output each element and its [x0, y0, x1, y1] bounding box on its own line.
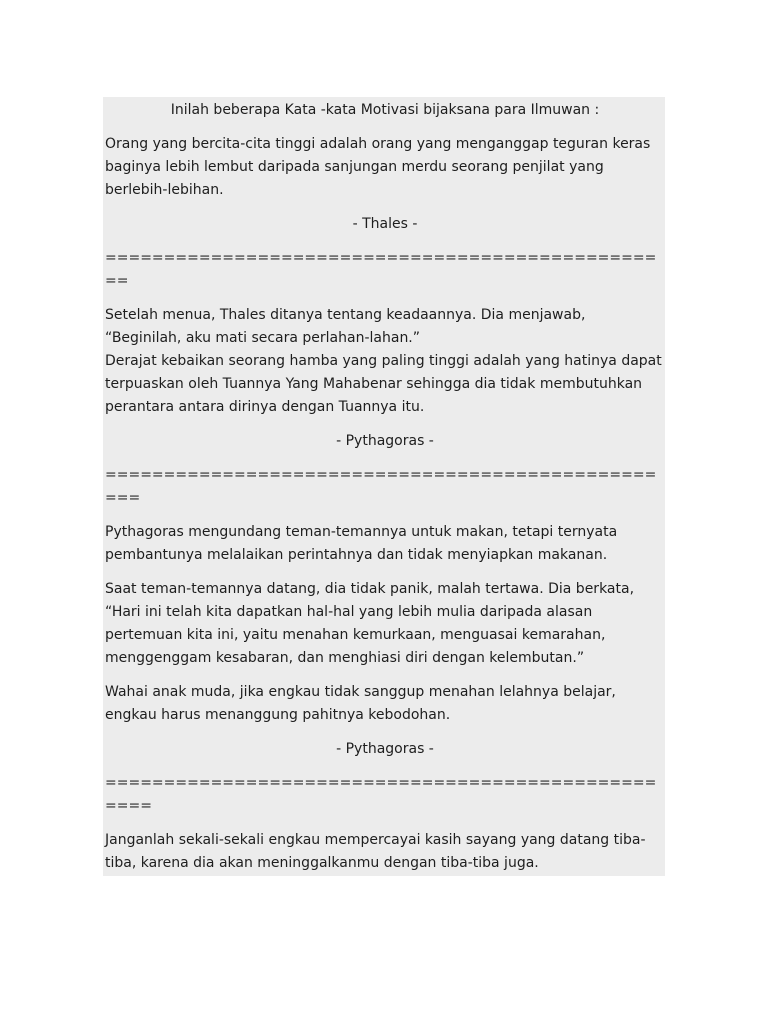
quote-paragraph: Janganlah sekali-sekali engkau mempercayai kasih sayang yang datang tiba-tiba, karena dia akan meninggalkanmu dengan tiba-tiba juga.: [105, 832, 646, 871]
document-title: Inilah beberapa Kata -kata Motivasi bijaksana para Ilmuwan :: [170, 102, 600, 118]
quote-paragraph: Setelah menua, Thales ditanya tentang keadaannya. Dia menjawab, “Beginilah, aku mati secara perlahan-lahan.”: [105, 307, 586, 346]
quote-author: - Pythagoras -: [336, 741, 434, 757]
quote-paragraph: Saat teman-temannya datang, dia tidak panik, malah tertawa. Dia berkata, “Hari ini telah kita dapatkan hal-hal yang lebih mulia daripada alasan pertemuan kita ini, yaitu menahan kemurkaan, menguasai kemarahan, menggenggam kesabaran, dan menghiasi diri dengan kelembutan.”: [105, 581, 635, 666]
quote-author: - Thales -: [352, 216, 418, 232]
separator-line: ===================================================: [105, 775, 657, 814]
separator-line: ==================================================: [105, 467, 657, 506]
separator-line: =================================================: [105, 250, 657, 289]
quote-paragraph: Pythagoras mengundang teman-temannya untuk makan, tetapi ternyata pembantunya melalaikan perintahnya dan tidak menyiapkan makanan.: [105, 524, 618, 563]
quote-author: - Pythagoras -: [336, 433, 434, 449]
quote-paragraph: Orang yang bercita-cita tinggi adalah orang yang menganggap teguran keras baginya lebih lembut daripada sanjungan merdu seorang penjilat yang berlebih-lebihan.: [105, 136, 651, 198]
document-body: [103, 97, 665, 876]
quote-paragraph: Wahai anak muda, jika engkau tidak sanggup menahan lelahnya belajar, engkau harus menanggung pahitnya kebodohan.: [105, 684, 616, 723]
quote-paragraph: Derajat kebaikan seorang hamba yang paling tinggi adalah yang hatinya dapat terpuaskan oleh Tuannya Yang Mahabenar sehingga dia tidak membutuhkan perantara antara dirinya dengan Tuannya itu.: [105, 353, 662, 415]
